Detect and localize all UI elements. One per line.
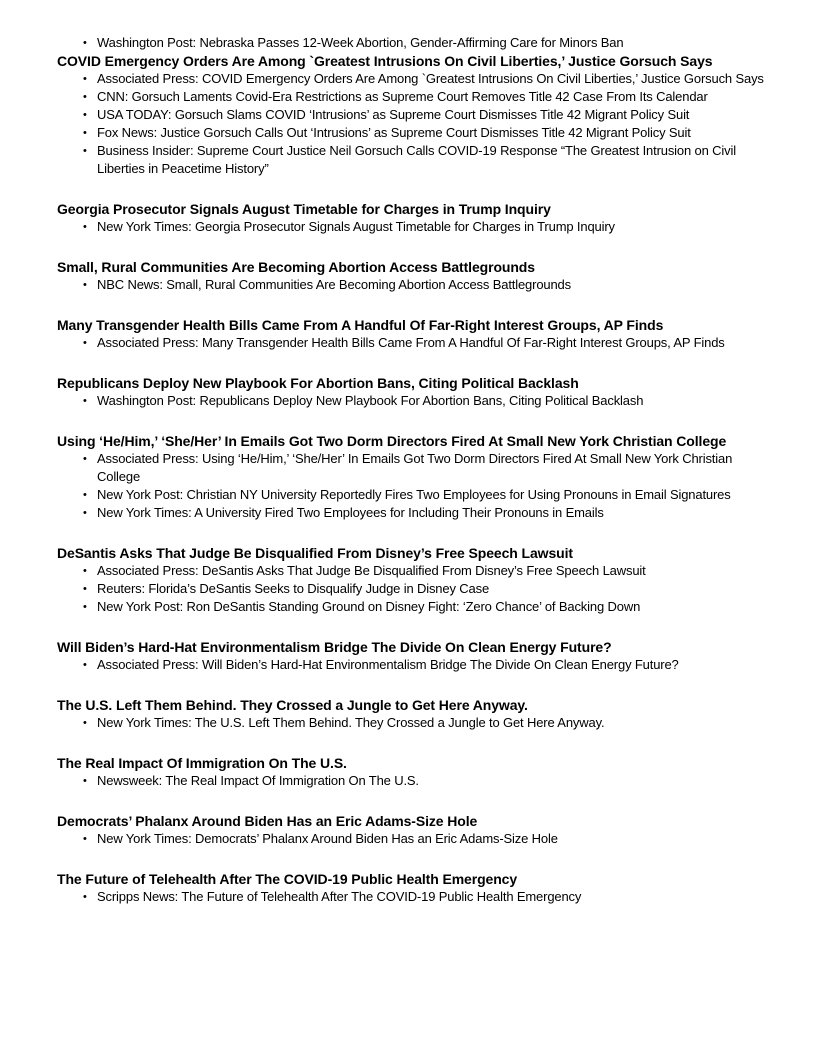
news-item-text: New York Times: The U.S. Left Them Behind. They Crossed a Jungle to Get Here Anyway. [97, 715, 605, 730]
news-section [57, 200, 776, 236]
news-item [83, 392, 776, 410]
news-item-text: Business Insider: Supreme Court Justice Neil Gorsuch Calls COVID-19 Response “The Greatest Intrusion on Civil Liberties in Peacetime History” [97, 143, 736, 176]
bullet-icon: • [83, 583, 87, 595]
section-title: The U.S. Left Them Behind. They Crossed a Jungle to Get Here Anyway. [57, 697, 528, 713]
news-item-text: Washington Post: Republicans Deploy New Playbook For Abortion Bans, Citing Political Backlash [97, 393, 644, 408]
news-item-text: Associated Press: DeSantis Asks That Judge Be Disqualified From Disney’s Free Speech Lawsuit [97, 563, 646, 578]
news-item-text: Reuters: Florida’s DeSantis Seeks to Disqualify Judge in Disney Case [97, 581, 490, 596]
section-title: COVID Emergency Orders Are Among `Greatest Intrusions On Civil Liberties,’ Justice Gorsuch Says [57, 53, 713, 69]
news-section [57, 52, 776, 178]
bullet-icon: • [83, 337, 87, 349]
news-section [57, 754, 776, 790]
bullet-icon: • [83, 489, 87, 501]
news-item-list [57, 334, 776, 352]
news-section [57, 432, 776, 522]
bullet-icon: • [83, 775, 87, 787]
news-section [57, 544, 776, 616]
news-section [57, 374, 776, 410]
section-title: DeSantis Asks That Judge Be Disqualified From Disney’s Free Speech Lawsuit [57, 545, 573, 561]
news-item-text: Washington Post: Nebraska Passes 12-Week Abortion, Gender-Affirming Care for Minors Ban [97, 35, 624, 50]
news-item-text: Associated Press: Using ‘He/Him,’ ‘She/Her’ In Emails Got Two Dorm Directors Fired At Small New York Christian College [97, 451, 733, 484]
news-item [83, 218, 776, 236]
news-section [57, 812, 776, 848]
news-item [83, 486, 776, 504]
section-title: Republicans Deploy New Playbook For Abortion Bans, Citing Political Backlash [57, 375, 579, 391]
bullet-icon: • [83, 279, 87, 291]
section-title: Many Transgender Health Bills Came From A Handful Of Far-Right Interest Groups, AP Finds [57, 317, 664, 333]
bullet-icon: • [83, 395, 87, 407]
news-item-text: Scripps News: The Future of Telehealth After The COVID-19 Public Health Emergency [97, 889, 582, 904]
news-item [83, 714, 776, 732]
section-title: Using ‘He/Him,’ ‘She/Her’ In Emails Got Two Dorm Directors Fired At Small New York Christian College [57, 433, 727, 449]
section-title: Democrats’ Phalanx Around Biden Has an Eric Adams-Size Hole [57, 813, 478, 829]
news-section [57, 870, 776, 906]
bullet-icon: • [83, 659, 87, 671]
news-item-list [57, 714, 776, 732]
bullet-icon: • [83, 717, 87, 729]
news-item-list [57, 888, 776, 906]
bullet-icon: • [83, 73, 87, 85]
news-item [83, 88, 776, 106]
bullet-icon: • [83, 127, 87, 139]
news-item-list [57, 656, 776, 674]
news-item-text: Fox News: Justice Gorsuch Calls Out ‘Intrusions’ as Supreme Court Dismisses Title 42 Migrant Policy Suit [97, 125, 691, 140]
news-item-text: Associated Press: Will Biden’s Hard-Hat Environmentalism Bridge The Divide On Clean Energy Future? [97, 657, 679, 672]
news-item-list [57, 772, 776, 790]
news-item [83, 334, 776, 352]
news-item-list [57, 392, 776, 410]
bullet-icon: • [83, 37, 87, 49]
news-item-text: NBC News: Small, Rural Communities Are Becoming Abortion Access Battlegrounds [97, 277, 571, 292]
news-item [83, 450, 776, 486]
news-item-list [57, 562, 776, 616]
news-item [83, 772, 776, 790]
news-section [57, 258, 776, 294]
bullet-icon: • [83, 565, 87, 577]
news-item-text: New York Post: Ron DeSantis Standing Ground on Disney Fight: ‘Zero Chance’ of Backing Down [97, 599, 641, 614]
lead-item-list [57, 34, 776, 52]
news-item [83, 276, 776, 294]
bullet-icon: • [83, 891, 87, 903]
bullet-icon: • [83, 507, 87, 519]
news-item-list [57, 276, 776, 294]
news-item-text: New York Post: Christian NY University Reportedly Fires Two Employees for Using Pronouns in Email Signatures [97, 487, 731, 502]
news-item-list [57, 450, 776, 522]
news-item-text: Associated Press: COVID Emergency Orders Are Among `Greatest Intrusions On Civil Liberties,’ Justice Gorsuch Says [97, 71, 764, 86]
news-item [83, 106, 776, 124]
news-item [83, 888, 776, 906]
news-item [83, 580, 776, 598]
news-item [83, 656, 776, 674]
news-item [83, 124, 776, 142]
news-item [83, 504, 776, 522]
news-item-text: Newsweek: The Real Impact Of Immigration On The U.S. [97, 773, 419, 788]
section-list [57, 52, 776, 906]
news-item [83, 70, 776, 88]
news-item-text: New York Times: Democrats’ Phalanx Around Biden Has an Eric Adams-Size Hole [97, 831, 558, 846]
news-section [57, 638, 776, 674]
news-section [57, 316, 776, 352]
bullet-icon: • [83, 91, 87, 103]
news-item-text: New York Times: A University Fired Two Employees for Including Their Pronouns in Emails [97, 505, 604, 520]
news-item-list [57, 830, 776, 848]
news-item-list [57, 70, 776, 178]
news-section [57, 696, 776, 732]
news-item-text: USA TODAY: Gorsuch Slams COVID ‘Intrusions’ as Supreme Court Dismisses Title 42 Migrant Policy Suit [97, 107, 690, 122]
news-item-text: CNN: Gorsuch Laments Covid-Era Restrictions as Supreme Court Removes Title 42 Case From Its Calendar [97, 89, 708, 104]
bullet-icon: • [83, 221, 87, 233]
news-item [83, 830, 776, 848]
news-item [83, 142, 776, 178]
section-title: Small, Rural Communities Are Becoming Abortion Access Battlegrounds [57, 259, 535, 275]
news-item [83, 34, 776, 52]
news-item [83, 598, 776, 616]
bullet-icon: • [83, 109, 87, 121]
news-item-text: Associated Press: Many Transgender Health Bills Came From A Handful Of Far-Right Interest Groups, AP Finds [97, 335, 725, 350]
section-title: Will Biden’s Hard-Hat Environmentalism Bridge The Divide On Clean Energy Future? [57, 639, 612, 655]
news-item-text: New York Times: Georgia Prosecutor Signals August Timetable for Charges in Trump Inquiry [97, 219, 615, 234]
news-item [83, 562, 776, 580]
bullet-icon: • [83, 833, 87, 845]
bullet-icon: • [83, 453, 87, 465]
bullet-icon: • [83, 601, 87, 613]
bullet-icon: • [83, 145, 87, 157]
section-title: The Future of Telehealth After The COVID-19 Public Health Emergency [57, 871, 518, 887]
section-title: Georgia Prosecutor Signals August Timetable for Charges in Trump Inquiry [57, 201, 551, 217]
news-item-list [57, 218, 776, 236]
section-title: The Real Impact Of Immigration On The U.S. [57, 755, 347, 771]
